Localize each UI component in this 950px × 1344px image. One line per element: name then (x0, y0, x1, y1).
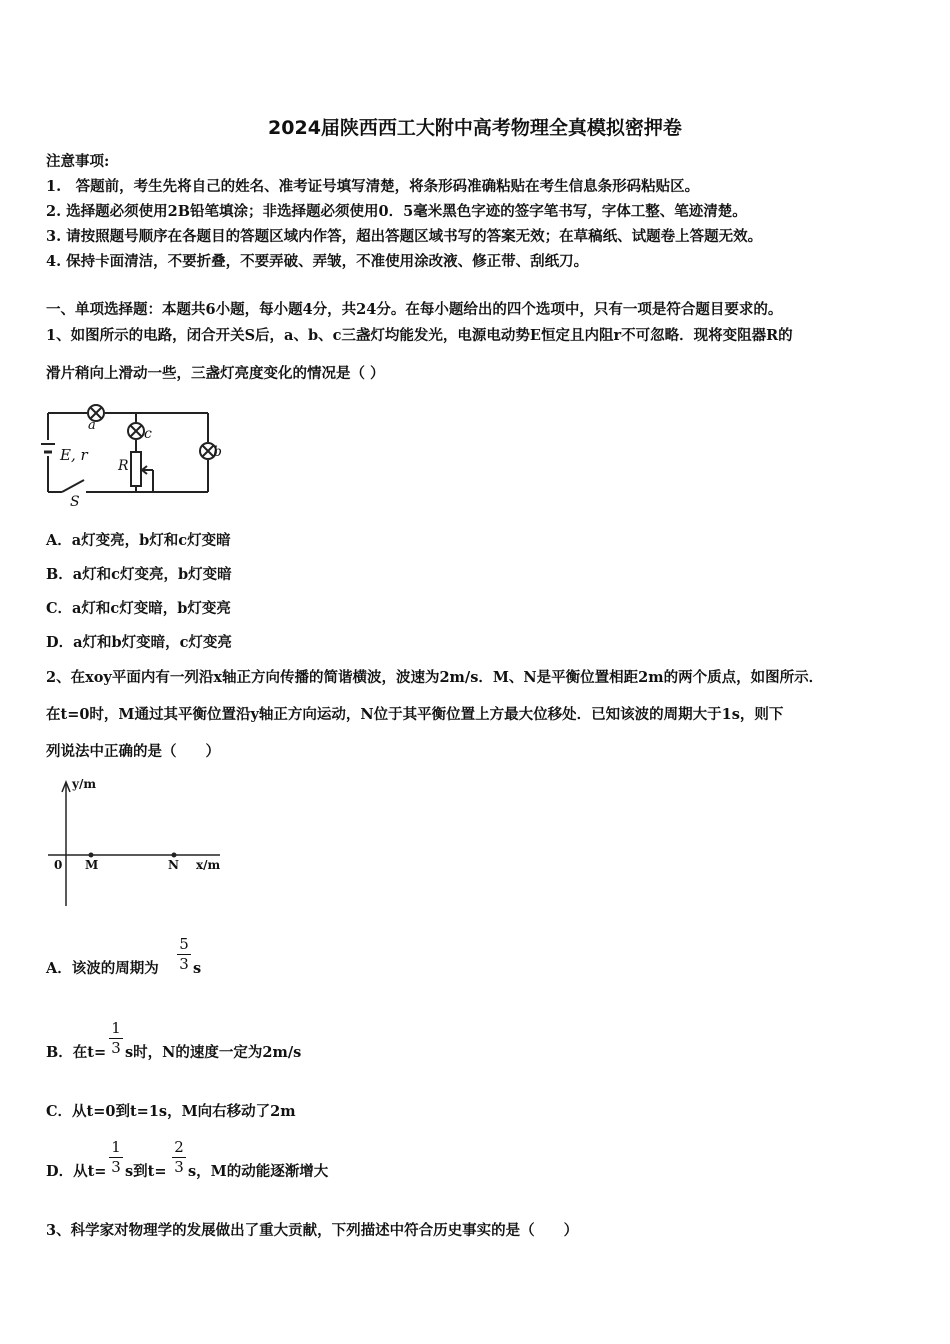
label-a: a (88, 418, 96, 433)
q2-stem-line2: 在t=0时，M通过其平衡位置沿y轴正方向运动，N位于其平衡位置上方最大位移处．已知该波的周期大于1s，则下 (46, 706, 784, 723)
notice-item-4: 4. 保持卡面清洁，不要折叠，不要弄破、弄皱，不准使用涂改液、修正带、刮纸刀。 (46, 253, 589, 270)
q2-option-d-mid: s到t= (125, 1163, 167, 1180)
label-R: R (118, 458, 129, 474)
numerator: 2 (174, 1138, 184, 1156)
q1-option-d: D．a灯和b灯变暗，c灯变亮 (46, 634, 232, 651)
q1-option-c: C．a灯和c灯变暗，b灯变亮 (46, 600, 231, 617)
denominator: 3 (174, 1158, 184, 1176)
numerator: 1 (111, 1019, 121, 1037)
q2-option-b-text: B．在t= (46, 1044, 107, 1061)
q2-option-d-fraction-2 (172, 1139, 186, 1175)
q2-stem-line1: 2、在xoy平面内有一列沿x轴正方向传播的简谐横波，波速为2m/s．M、N是平衡位置相距2m的两个质点，如图所示． (46, 669, 824, 686)
q1-stem-line1: 1、如图所示的电路，闭合开关S后，a、b、c三盏灯均能发光，电源电动势E恒定且内阻r不可忽略．现将变阻器R的 (46, 327, 793, 344)
label-c: c (144, 426, 152, 442)
q2-option-a-text: A．该波的周期为 (46, 960, 159, 977)
q2-option-c: C．从t=0到t=1s，M向右移动了2m (46, 1103, 296, 1120)
q2-option-d-text: D．从t= (46, 1163, 107, 1180)
page-title: 2024届陕西西工大附中高考物理全真模拟密押卷 (268, 117, 682, 139)
label-x-axis: x/m (196, 858, 221, 872)
q1-option-b: B．a灯和c灯变亮，b灯变暗 (46, 566, 232, 583)
q2-option-b-rest: s时，N的速度一定为2m/s (125, 1044, 302, 1061)
label-M: M (85, 858, 99, 872)
denominator: 3 (179, 955, 189, 973)
label-b: b (213, 444, 222, 460)
notice-item-2: 2. 选择题必须使用2B铅笔填涂；非选择题必须使用0．5毫米黑色字迹的签字笔书写，字体工整、笔迹清楚。 (46, 203, 747, 220)
q2-option-d-rest: s，M的动能逐渐增大 (188, 1163, 329, 1180)
q2-option-a-unit: s (193, 960, 202, 977)
q2-stem-line3: 列说法中正确的是（ ） (46, 743, 220, 760)
label-y-axis: y/m (72, 777, 97, 791)
notice-item-3: 3. 请按照题号顺序在各题目的答题区域内作答，超出答题区域书写的答案无效；在草稿纸、试题卷上答题无效。 (46, 228, 763, 245)
denominator: 3 (111, 1039, 121, 1057)
denominator: 3 (111, 1158, 121, 1176)
q1-option-a: A．a灯变亮，b灯和c灯变暗 (46, 532, 231, 549)
numerator: 5 (179, 935, 189, 953)
q2-option-d-fraction-1 (109, 1139, 123, 1175)
numerator: 1 (111, 1138, 121, 1156)
q1-stem-line2: 滑片稍向上滑动一些，三盏灯亮度变化的情况是（ ） (46, 365, 385, 382)
label-origin: 0 (54, 858, 63, 872)
label-S: S (70, 494, 80, 510)
label-N: N (168, 858, 179, 872)
notice-heading: 注意事项: (46, 153, 110, 170)
notice-item-1: 1. 答题前，考生先将自己的姓名、准考证号填写清楚，将条形码准确粘贴在考生信息条形码粘贴区。 (46, 178, 700, 195)
q2-option-a-fraction (177, 936, 191, 972)
q2-option-b-fraction (109, 1020, 123, 1056)
section-heading: 一、单项选择题：本题共6小题，每小题4分，共24分。在每小题给出的四个选项中，只有一项是符合题目要求的。 (46, 301, 783, 318)
label-Er: E, r (60, 446, 88, 464)
q3-stem-line1: 3、科学家对物理学的发展做出了重大贡献，下列描述中符合历史事实的是（ ） (46, 1222, 579, 1239)
